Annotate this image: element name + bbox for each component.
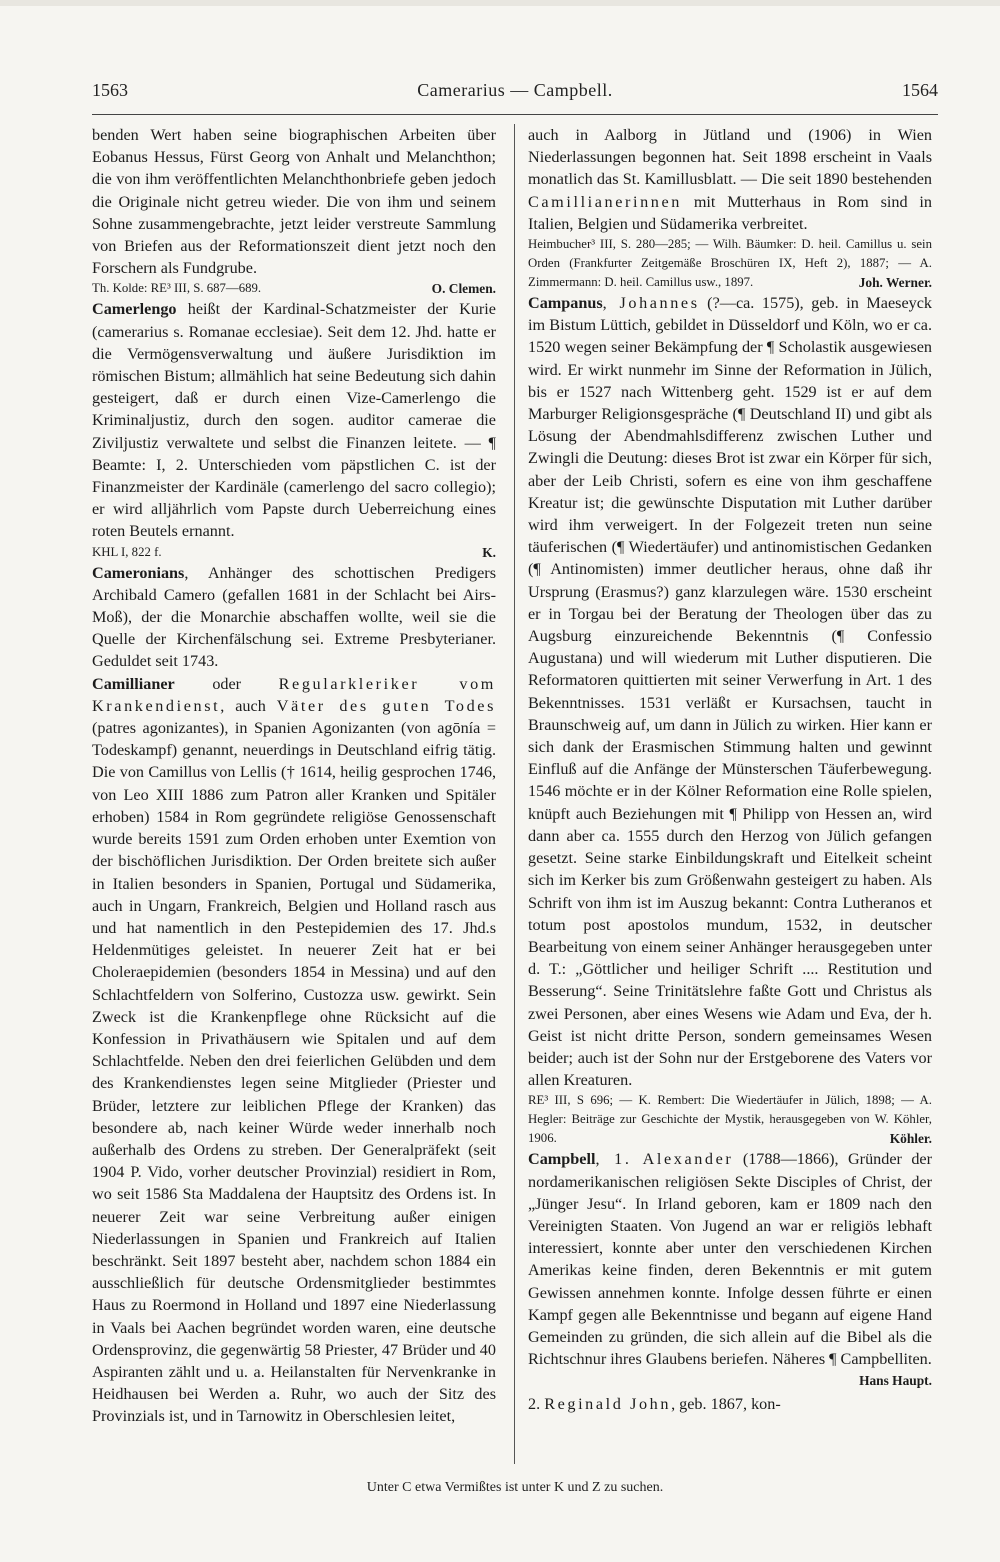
article-author: K. xyxy=(482,544,496,560)
lemma-campbell: Campbell xyxy=(528,1150,596,1169)
page-header xyxy=(92,80,938,110)
page-footer-note: Unter C etwa Vermißtes ist unter K und Z zu suchen. xyxy=(366,1480,664,1495)
camerarius-continuation: benden Wert haben seine biographischen Arbeiten über Eobanus Hessus, Fürst Georg von Anhalt und Melanchthon; die von ihm veröffentlichten Melanchthonbriefe geben jedoch die Originale nicht getreu wieder. Die von ihm und seinem Sohne zusammengebrachte, jetzt leider verstreute Sammlung von Briefen aus der Reformationszeit dient jetzt noch den Forschern als Fundgrube. xyxy=(92,126,496,278)
entry-text: (patres agonizantes), in Spanien Agonizanten (von agōnía = Todeskampf) genannt, neuerdings in Deutschland eifrig tätig. Die von Camillus von Lellis († 1614, heilig gesprochen 1746, von Leo XIII 1886 zum Patron aller Kranken und Spitäler erhoben) 1584 in Rom gegründete religiöse Genossenschaft wurde bereits 1591 zum Orden erhoben unter Exemtion von der bischöflichen Jurisdiktion. Der Orden breitete sich außer in Italien besonders in Spanien, Portugal und Südamerika, auch in Ungarn, Frankreich, Belgien und Holland rasch aus und hat namentlich in den Pestepidemien des 17. Jhd.s Heldenmütiges geleistet. In neuerer Zeit hat er bei Choleraepidemien (besonders 1854 in Messina) und auf den Schlachtfeldern von Solferino, Custozza usw. gewirkt. Sein Zweck ist die Krankenpflege ohne Rücksicht auf die Konfession in Privathäusern wie Spitalen und auf dem Schlachtfelde. Neben den drei feierlichen Gelübden und dem des Krankendienstes legen seine Mitglieder (Priester und Brüder, letztere zur leiblichen Pflege der Kranken) das besondere ab, nach keiner Würde weder innerhalb noch außerhalb des Ordens zu streben. Der Generalpräfekt (seit 1904 P. Vido, vorher deutscher Provinzial) residiert in Rom, wo seit 1586 Sta Maddalena der Hauptsitz des Ordens ist. In neuerer Zeit war seine Verbreitung außer einigen Niederlassungen in Spanien und Frankreich auf Italien beschränkt. Seit 1897 besteht aber, nachdem schon 1884 ein ausschließlich für deutsche Ordensmitglieder bestimmtes Haus zu Roermond in Holland und 1897 eine Niederlassung in Vaals bei Aachen begründet worden waren, eine deutsche Ordensprovinz, die gegenwärtig 58 Priester, 47 Brüder und 40 Aspiranten zählt und u. a. Heilanstalten für Nervenkranke in Heidhausen bei Werden a. Ruhr, wo auch der Sitz des Provinzials ist, und in Tarnowitz in Oberschlesien leitet, xyxy=(92,719,496,1426)
entry-text: , auch xyxy=(220,696,277,715)
left-column xyxy=(92,124,496,1428)
lemma-camillianer: Camillianer xyxy=(92,674,175,693)
column-divider xyxy=(514,124,515,1464)
article-author: O. Clemen. xyxy=(431,281,496,297)
entry-campanus xyxy=(528,292,932,1091)
reference-text: Heimbucher³ III, S. 280—285; — Wilh. Bäumker: D. heil. Camillus u. sein Orden (Frankfurter Zeitgemäße Broschüren IX, Heft 2), 1887; — A. Zimmermann: D. heil. Camillus usw., 1897. xyxy=(528,237,932,290)
spaced-term: Reginald John xyxy=(544,1394,672,1413)
scan-edge xyxy=(0,0,1000,6)
entry-text: oder xyxy=(174,674,279,693)
spaced-term: Camillianerinnen xyxy=(528,192,682,211)
reference-text: KHL I, 822 f. xyxy=(92,544,162,559)
entry-text: (?—ca. 1575), geb. in Maeseyck im Bistum Lüttich, gebildet in Düsseldorf und Köln, wo er ca. 1520 wegen seiner Bekämpfung der ¶ Scholastik ausgewiesen wird. Er wirkt nunmehr im Sinne der Reformation in Jülich, bis er 1527 nach Wittenberg geht. 1529 ist er auf dem Marburger Religionsgespräche (¶ Deutschland II) und gibt als Lösung der Abendmahlsdifferenz zwischen Luther und Zwingli die Deutung: dieses Brot ist zwar ein Körper für sich, aber der Leib Christi, sofern es eine von ihm geschaffene Kreatur ist; die gewünschte Disputation mit Luther darüber wird ihm verweigert. In der Folgezeit treten nun seine täuferischen (¶ Wiedertäufer) und antinomistischen Gedanken (¶ Antinomisten) immer deutlicher heraus, ohne daß ihr Ursprung (Erasmus?) ganz klarzulegen wäre. 1530 erscheint er in Torgau bei der Beratung der Theologen über das zu Augsburg einzureichende Bekenntnis (¶ Confessio Augustana) und will wiederum mit Luther disputieren. Die Reformatoren quittierten mit seiner Verwerfung in Art. 1 des Bekenntnisses. 1531 verläßt er Kursachsen, taucht in Braunschweig auf, um dann in Jülich zu wirken. Hier kann er sich dank der Erasmischen Stimmung halten und gewinnt Einfluß auf die Anfänge der Münsterschen Täuferbewegung. 1546 möchte er in der Kölner Reformation eine Rolle spielen, knüpft auch Beziehungen mit ¶ Philipp von Hessen an, wird dann aber ca. 1555 durch den Herzog von Jülich gefangen gesetzt. Seine starke Einbildungskraft und Eitelkeit scheint sich im Kerker bis zum Größenwahn gesteigert zu haben. Als Schrift von ihm ist im Auszug bekannt: Contra Lutheranos et totum post apostolos mundum, 1532, in deutscher Bearbeitung von einem seiner Anhänger herausgegeben unter d. T.: „Göttlicher und heiliger Schrift .... Restitution und Besserung“. Seine Trinitätslehre faßte Gott und Christus als zwei Personen, aber eines Wesens wie Adam und Eva, der h. Geist ist nicht dritte Person, sondern gemeinsames Wesen beider; auch ist der Sohn nur der Erstgeborene des Vaters vor allen Kreaturen. xyxy=(528,294,933,1090)
camillianer-continuation xyxy=(528,124,932,235)
entry-text: mit Mutterhaus in Rom sind in Italien, Belgien und Südamerika verbreitet. xyxy=(528,192,932,233)
entry-campbell-reginald xyxy=(528,1393,932,1415)
entry-text: , Anhänger des schottischen Predigers Archibald Camero (gefallen 1681 in der Schlacht bei Airs-Moß), der die Monarchie abschaffen wollte, weil sie die Quelle der Kirchenfälschung sei. Extreme Presbyterianer. Geduldet seit 1743. xyxy=(92,563,496,671)
entry-number: 2. xyxy=(528,1394,545,1413)
campanus-references xyxy=(528,1091,932,1148)
header-rule xyxy=(92,114,938,115)
entry-text: , geb. 1867, kon- xyxy=(671,1394,781,1413)
spaced-term: , Johannes xyxy=(602,294,700,313)
camillianer-references xyxy=(528,235,932,292)
page-number-left: 1563 xyxy=(92,80,128,100)
entry-text: heißt der Kardinal-Schatzmeister der Kurie (camerarius s. Romanae ecclesiae). Seit dem 12. Jhd. hatte er die Vermögensverwaltung und äußere Jurisdiktion im römischen Bistum; allmählich hat seine Bedeutung sich dahin gesteigert, daß er durch einen Vize-Camerlengo die Kriminaljustiz, durch den sogen. auditor camerae die Ziviljustiz verwaltete und selbst die Finanzen leitete. — ¶ Beamte: I, 2. Unterschieden vom päpstlichen C. ist der Finanzmeister der Kardinäle (camerlengo del sacro collegio); er wird alljährlich vom Papste durch Ueberreichung eines roten Beutels ernannt. xyxy=(92,300,496,541)
running-title: Camerarius — Campbell. xyxy=(417,80,613,100)
entry-text: auch in Aalborg in Jütland und (1906) in Wien Niederlassungen begonnen hat. Seit 1898 erscheint in Vaals monatlich das St. Kamillusblatt. — Die seit 1890 bestehenden xyxy=(528,126,932,189)
article-author: Köhler. xyxy=(889,1131,932,1147)
spaced-term: Väter des guten Todes xyxy=(276,696,496,715)
spaced-term: , 1. Alexander xyxy=(595,1150,734,1169)
camerarius-references xyxy=(92,279,496,298)
article-author: Joh. Werner. xyxy=(858,275,932,291)
entry-camillianer xyxy=(92,673,496,1428)
reference-text: RE³ III, S 696; — K. Rembert: Die Wiedertäufer in Jülich, 1898; — A. Hegler: Beiträge zur Geschichte der Mystik, herausgegeben von W. Köhler, 1906. xyxy=(528,1093,932,1146)
lemma-campanus: Campanus xyxy=(528,294,603,313)
page-number-right: 1564 xyxy=(902,80,938,100)
right-column xyxy=(528,124,932,1415)
reference-text: Th. Kolde: RE³ III, S. 687—689. xyxy=(92,281,262,296)
lemma-camerlengo: Camerlengo xyxy=(92,300,177,319)
article-author: Hans Haupt. xyxy=(859,1373,932,1389)
entry-camerlengo xyxy=(92,298,496,542)
camerlengo-references xyxy=(92,543,496,562)
entry-text: (1788—1866), Gründer der nordamerikanischen religiösen Sekte Disciples of Christ, der „Jünger Jesu“. In Irland geboren, kam er 1809 nach den Vereinigten Staaten. Von Jugend an war er religiös lebhaft interessiert, konnte aber unter den verschiedenen Kirchen Amerikas keine finden, deren Bekenntnis er mit gutem Gewissen annehmen konnte. Infolge dessen führte er einen Kampf gegen alle Bekenntnisse und begann auf eigene Hand Gemeinden zu gründen, die sich allein auf die Bibel als die Richtschnur ihres Glaubens beriefen. Näheres ¶ Campbelliten. xyxy=(528,1150,933,1369)
spaced-term: Regularkleriker vom Krankendienst xyxy=(92,674,496,715)
entry-campbell xyxy=(528,1148,933,1389)
entry-cameronians xyxy=(92,562,496,673)
lemma-cameronians: Cameronians xyxy=(92,563,185,582)
